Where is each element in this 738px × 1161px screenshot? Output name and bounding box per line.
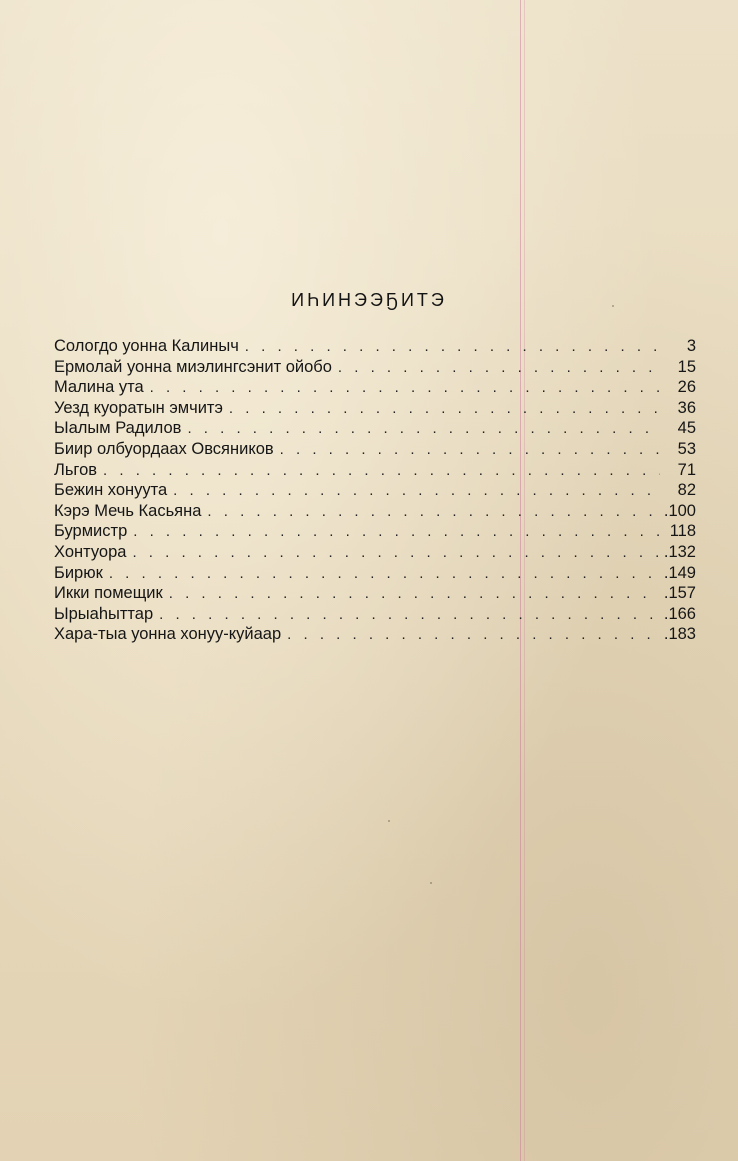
table-of-contents [54,336,696,645]
toc-entry [54,604,696,625]
toc-leader-dots [187,419,660,440]
toc-leader-dots [109,564,658,585]
toc-leader-dots [103,461,660,482]
toc-leader-dots [229,399,660,420]
toc-entry-title: Хара-тыа уонна хонуу-куйаар [54,625,282,644]
toc-entry [54,542,696,563]
toc-entry-title: Ермолай уонна миэлингсэнит ойобо [54,357,332,376]
toc-leader-dots [133,522,660,543]
toc-entry-title: Бурмистр [54,522,128,541]
toc-entry-title: Бирюк [54,563,103,582]
paper-speck [612,305,614,307]
toc-entry-title: Уезд куоратын эмчитэ [54,398,223,417]
toc-leader-dots [150,378,660,399]
toc-entry-title: Кэрэ Мечь Касьяна [54,501,202,520]
toc-entry [54,583,696,604]
toc-entry-page: .166 [663,604,696,623]
toc-entry-title: Сологдо уонна Калиныч [54,337,239,355]
show-through-text-top [40,34,700,334]
toc-entry-page: .149 [663,563,696,582]
toc-entry-page: 3 [686,337,696,355]
toc-entry-page: 36 [677,398,696,417]
toc-entry-page: 82 [677,481,696,500]
toc-leader-dots [280,440,660,461]
toc-entry [54,460,696,481]
toc-entry [54,563,696,584]
toc-entry-page: 45 [677,419,696,438]
contents-heading: ИҺИНЭЭҔИТЭ [291,290,447,310]
toc-entry [54,336,696,357]
toc-entry-title: Ырыаһыттар [54,604,154,623]
toc-leader-dots [245,337,660,358]
toc-entry [54,357,696,378]
toc-entry [54,521,696,542]
toc-leader-dots [169,584,658,605]
toc-leader-dots [132,543,657,564]
toc-entry-title: Биир олбуордаах Овсяников [54,439,274,458]
toc-entry-page: .132 [663,542,696,561]
toc-leader-dots [159,605,658,626]
toc-entry-title: Икки помещик [54,584,163,603]
toc-entry [54,418,696,439]
show-through-text-bottom [40,700,700,1100]
toc-entry-page: 15 [677,357,696,376]
toc-leader-dots [173,481,660,502]
toc-entry-page: .157 [663,584,696,603]
paper-speck [430,882,432,884]
toc-entry-page: .100 [663,501,696,520]
toc-entry-page: 118 [669,522,696,541]
toc-entry-title: Льгов [54,460,98,479]
toc-entry-page: 26 [677,378,696,397]
toc-entry-title: Ыалым Радилов [54,419,182,438]
toc-entry [54,480,696,501]
toc-leader-dots [207,502,657,523]
toc-entry-page: 71 [677,460,696,479]
toc-entry-page: .183 [663,625,696,644]
toc-entry-title: Хонтуора [54,542,127,561]
toc-entry-title: Бежин хонуута [54,481,168,500]
paper-speck [388,820,390,822]
toc-entry-title: Малина ута [54,378,144,397]
toc-entry [54,501,696,522]
toc-entry [54,377,696,398]
toc-entry [54,439,696,460]
toc-leader-dots [287,625,658,646]
toc-leader-dots [338,358,660,379]
toc-entry-page: 53 [677,439,696,458]
toc-entry [54,398,696,419]
toc-entry [54,624,696,645]
